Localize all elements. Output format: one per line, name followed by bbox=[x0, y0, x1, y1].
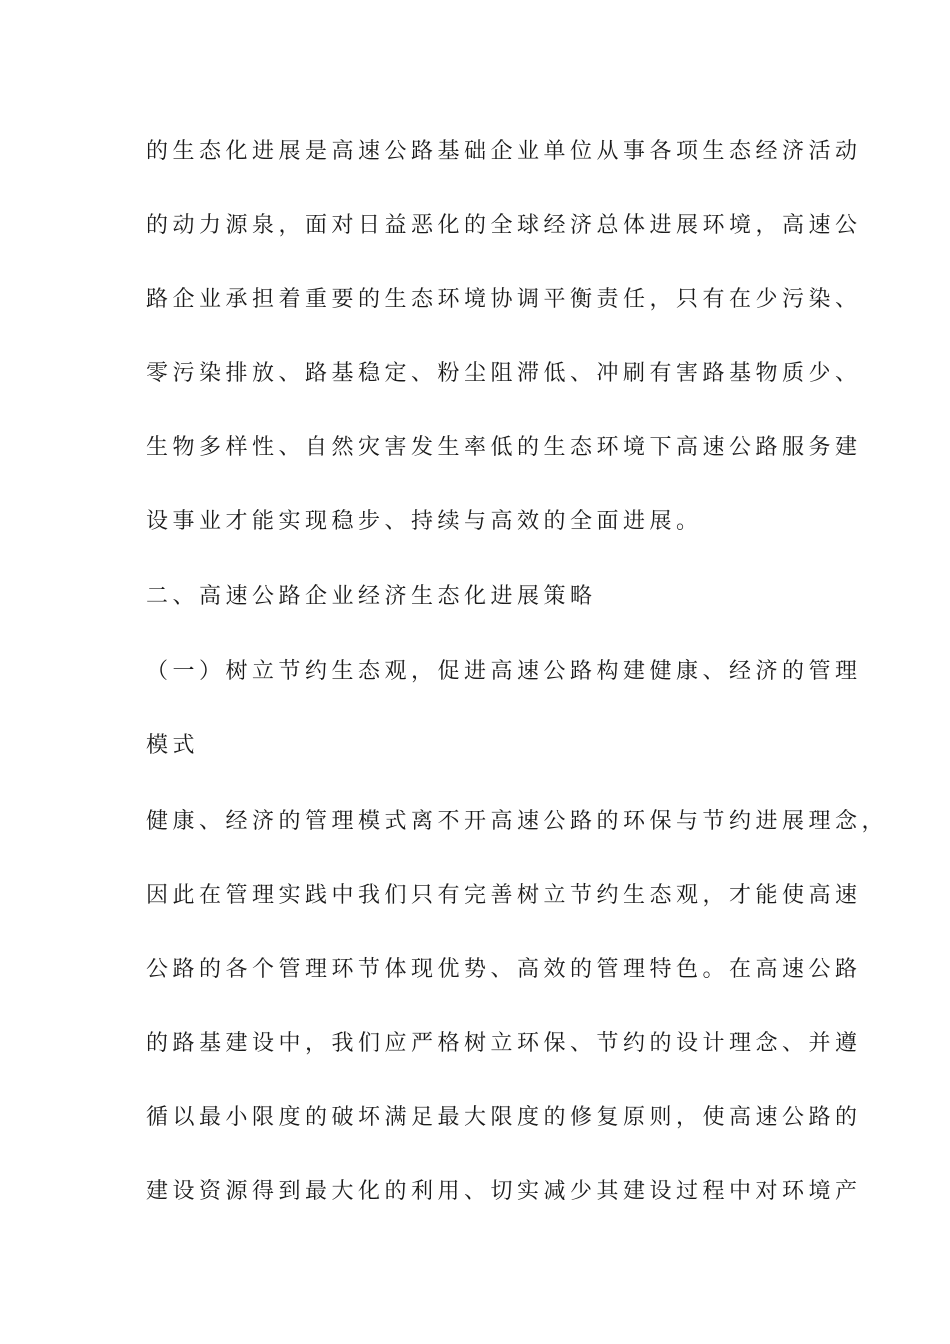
text-line: 设事业才能实现稳步、持续与高效的全面进展。 bbox=[146, 509, 703, 534]
text-line: 的生态化进展是高速公路基础企业单位从事各项生态经济活动 bbox=[146, 139, 862, 164]
text-line: 零污染排放、路基稳定、粉尘阻滞低、冲刷有害路基物质少、 bbox=[146, 361, 862, 386]
section-heading: 二、高速公路企业经济生态化进展策略 bbox=[146, 584, 597, 609]
text-line: 路企业承担着重要的生态环境协调平衡责任，只有在少污染、 bbox=[146, 287, 862, 312]
text-line: 公路的各个管理环节体现优势、高效的管理特色。在高速公路 bbox=[146, 957, 862, 982]
text-line: 健康、经济的管理模式离不开高速公路的环保与节约进展理念， bbox=[146, 809, 889, 834]
text-line: 的动力源泉，面对日益恶化的全球经济总体进展环境，高速公 bbox=[146, 213, 862, 238]
text-line: 循以最小限度的破坏满足最大限度的修复原则，使高速公路的 bbox=[146, 1105, 862, 1130]
subsection-heading: （一）树立节约生态观，促进高速公路构建健康、经济的管理 bbox=[146, 659, 862, 684]
text-line: 建设资源得到最大化的利用、切实减少其建设过程中对环境产 bbox=[146, 1179, 862, 1204]
text-line: 因此在管理实践中我们只有完善树立节约生态观，才能使高速 bbox=[146, 883, 862, 908]
text-line: 生物多样性、自然灾害发生率低的生态环境下高速公路服务建 bbox=[146, 435, 862, 460]
text-line: 的路基建设中，我们应严格树立环保、节约的设计理念、并遵 bbox=[146, 1031, 862, 1056]
subsection-heading-continued: 模式 bbox=[146, 733, 200, 758]
